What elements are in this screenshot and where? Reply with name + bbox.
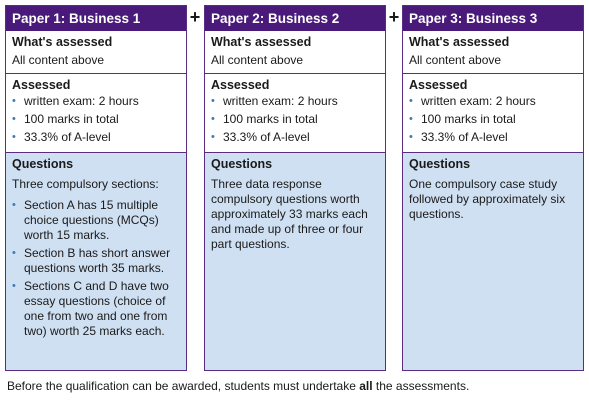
list-item: • written exam: 2 hours [12,94,139,108]
plus-icon: + [189,7,201,27]
bullet-icon: • [12,131,16,143]
bullet-icon: • [12,199,16,211]
list-item: • 33.3% of A-level [211,130,310,144]
paper-3-card [402,5,584,371]
paper-1-title: Paper 1: Business 1 [6,6,186,31]
list-item: • 100 marks in total [211,112,318,126]
paper-2-whats-assessed-heading: What's assessed [211,35,312,49]
plus-icon: + [388,7,400,27]
paper-1-questions-section [6,152,186,370]
paper-1-questions-intro: Three compulsory sections: [12,177,159,191]
bullet-icon: • [12,95,16,107]
paper-2-whats-assessed-content: All content above [211,53,304,67]
paper-2-questions-heading: Questions [211,157,273,171]
paper-2-title: Paper 2: Business 2 [205,6,385,31]
paper-1-card [5,5,187,371]
bullet-icon: • [12,280,16,292]
paper-2-assessed-heading: Assessed [211,78,270,92]
paper-1-whats-assessed-heading: What's assessed [12,35,113,49]
bullet-icon: • [12,247,16,259]
list-item: • 33.3% of A-level [12,130,111,144]
bullet-icon: • [211,95,215,107]
bullet-icon: • [409,113,413,125]
list-item: • written exam: 2 hours [409,94,536,108]
paper-1-assessed-list [6,94,186,152]
paper-3-questions-heading: Questions [409,157,471,171]
bullet-icon: • [409,131,413,143]
paper-2-card [204,5,386,371]
list-item: • Sections C and D have two essay questions (choice of one from two and one from two) worth 25 marks each. [12,279,169,338]
list-item: • 100 marks in total [409,112,516,126]
paper-1-whats-assessed-content: All content above [12,53,105,67]
list-item: • 100 marks in total [12,112,119,126]
paper-2-assessed-list [205,94,385,152]
bullet-icon: • [12,113,16,125]
list-item: • Section A has 15 multiple choice questions (MCQs) worth 15 marks. [12,198,159,242]
list-item: • Section B has short answer questions worth 35 marks. [12,246,171,275]
paper-1-questions-heading: Questions [12,157,74,171]
paper-3-assessed-heading: Assessed [409,78,468,92]
paper-3-whats-assessed-heading: What's assessed [409,35,510,49]
list-item: • 33.3% of A-level [409,130,508,144]
paper-3-questions-section [403,152,583,370]
footer-emphasis: all [359,379,373,393]
paper-3-questions-intro: One compulsory case study followed by approximately six questions. [409,177,566,221]
bullet-icon: • [211,131,215,143]
bullet-icon: • [211,113,215,125]
bullet-icon: • [409,95,413,107]
paper-3-title: Paper 3: Business 3 [403,6,583,31]
paper-3-whats-assessed-content: All content above [409,53,502,67]
list-item: • written exam: 2 hours [211,94,338,108]
paper-1-questions-list [6,198,186,346]
paper-3-assessed-list [403,94,583,152]
paper-2-questions-intro: Three data response compulsory questions worth approximately 33 marks each and made up of three or four part questions. [211,177,368,251]
footer-note: Before the qualification can be awarded, students must undertake all the assessments. [7,379,470,393]
paper-1-assessed-heading: Assessed [12,78,71,92]
paper-2-questions-section [205,152,385,370]
